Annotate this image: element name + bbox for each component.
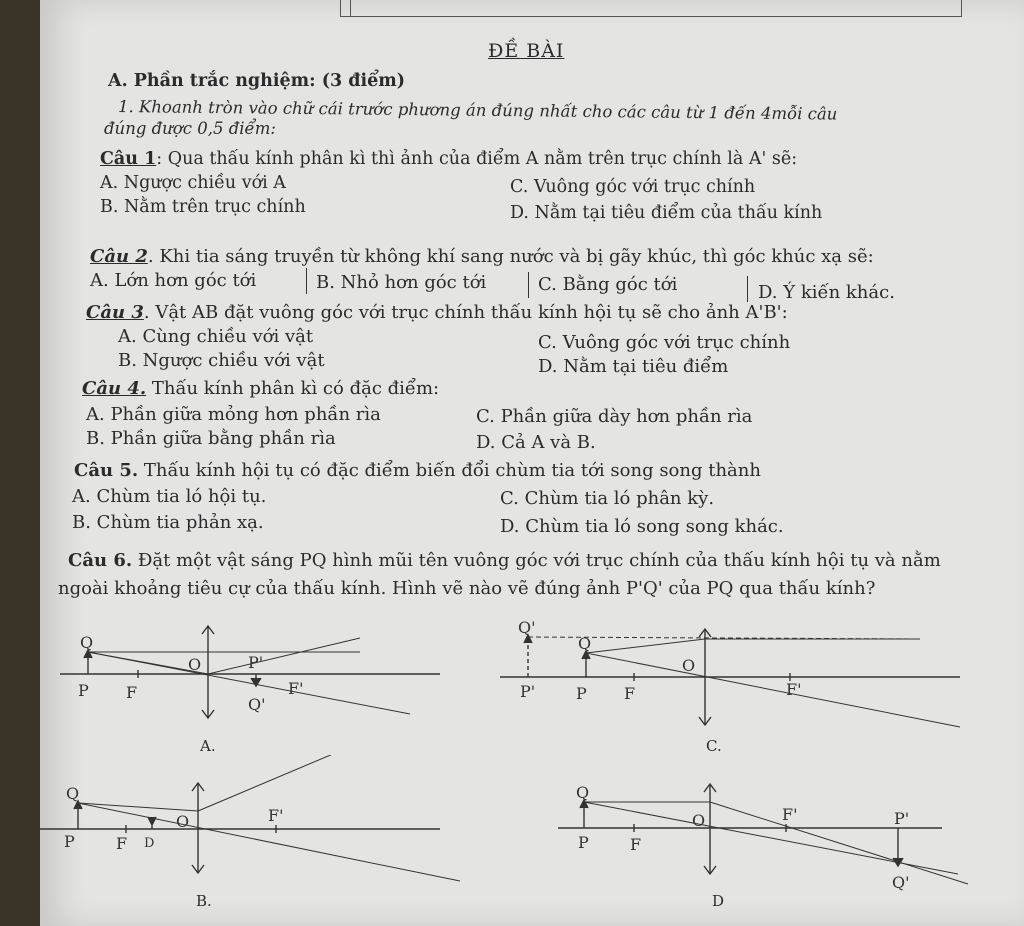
label-f: F bbox=[624, 684, 636, 703]
instruction-line-1: 1. Khoanh tròn vào chữ cái trước phương án đúng nhất cho các câu từ 1 đến 4mỗi câu bbox=[117, 97, 838, 124]
q2-separator bbox=[528, 272, 529, 298]
label-o: O bbox=[188, 655, 202, 674]
question-2 bbox=[90, 246, 874, 268]
header-box bbox=[340, 0, 962, 17]
q3-option-c[interactable]: C. Vuông góc với trục chính bbox=[538, 332, 791, 353]
ray bbox=[586, 653, 960, 727]
q4-option-b[interactable]: B. Phần giữa bằng phần rìa bbox=[86, 428, 336, 449]
q3-option-d[interactable]: D. Nằm tại tiêu điểm bbox=[538, 356, 729, 377]
figure-d-caption: D bbox=[712, 892, 725, 910]
header-divider bbox=[350, 0, 351, 16]
question-5 bbox=[74, 460, 761, 482]
label-o: O bbox=[692, 811, 706, 830]
instruction-line-2: đúng được 0,5 điểm: bbox=[104, 119, 276, 138]
question-5-stem: Thấu kính hội tụ có đặc điểm biến đổi chùm tia tới song song thành bbox=[138, 460, 761, 481]
label-p: P bbox=[64, 832, 75, 851]
question-6-label: Câu 6. bbox=[68, 550, 133, 571]
label-p-prime: P' bbox=[248, 653, 264, 672]
section-a-heading: A. Phần trắc nghiệm: (3 điểm) bbox=[108, 71, 406, 91]
label-q-prime: Q' bbox=[892, 873, 910, 892]
label-q: Q bbox=[578, 634, 592, 653]
label-f: F bbox=[630, 835, 642, 854]
label-f-prime: F' bbox=[288, 679, 304, 698]
ray bbox=[586, 639, 705, 653]
label-p: P bbox=[78, 681, 89, 700]
figure-a[interactable] bbox=[60, 618, 450, 758]
label-p-prime: P' bbox=[520, 682, 536, 701]
q4-option-c[interactable]: C. Phần giữa dày hơn phần rìa bbox=[476, 406, 753, 427]
question-4 bbox=[82, 378, 439, 400]
ray bbox=[198, 755, 340, 811]
figure-b-caption: B. bbox=[196, 892, 212, 910]
q1-option-d[interactable]: D. Nằm tại tiêu điểm của thấu kính bbox=[510, 203, 823, 223]
q5-option-d[interactable]: D. Chùm tia ló song song khác. bbox=[500, 516, 784, 537]
figure-b[interactable] bbox=[40, 755, 470, 895]
label-q-prime: Q' bbox=[518, 618, 536, 637]
question-6-stem-2: ngoài khoảng tiêu cự của thấu kính. Hình vẽ nào vẽ đúng ảnh P'Q' của PQ qua thấu kính? bbox=[58, 578, 876, 599]
label-p: P bbox=[578, 833, 589, 852]
label-f-prime: F' bbox=[786, 680, 802, 699]
label-f-prime: F' bbox=[782, 805, 798, 824]
question-6 bbox=[68, 550, 941, 572]
question-2-label: Câu 2 bbox=[90, 246, 148, 267]
q4-option-a[interactable]: A. Phần giữa mỏng hơn phần rìa bbox=[86, 404, 381, 425]
page-title: ĐỀ BÀI bbox=[488, 40, 565, 62]
label-f-prime: F' bbox=[268, 806, 284, 825]
question-3-stem: . Vật AB đặt vuông góc với trục chính thấu kính hội tụ sẽ cho ảnh A'B': bbox=[143, 302, 788, 323]
q2-separator bbox=[747, 276, 748, 302]
q2-option-b[interactable]: B. Nhỏ hơn góc tới bbox=[316, 272, 487, 293]
figure-c-caption: C. bbox=[706, 737, 722, 755]
q2-option-a[interactable]: A. Lớn hơn góc tới bbox=[90, 270, 257, 291]
q3-option-a[interactable]: A. Cùng chiều với vật bbox=[118, 326, 314, 347]
figure-d[interactable] bbox=[558, 770, 978, 900]
label-q-prime: Q' bbox=[248, 695, 266, 714]
figure-a-caption: A. bbox=[200, 737, 216, 755]
question-1 bbox=[100, 148, 797, 170]
label-o: O bbox=[176, 812, 190, 831]
label-p-prime: P' bbox=[894, 809, 910, 828]
ray bbox=[710, 802, 968, 884]
label-q: Q bbox=[66, 784, 80, 803]
ray bbox=[208, 638, 360, 674]
question-3-label: Câu 3 bbox=[86, 302, 144, 323]
q2-option-d[interactable]: D. Ý kiến khác. bbox=[758, 282, 895, 303]
q1-option-a[interactable]: A. Ngược chiều với A bbox=[100, 173, 286, 193]
q4-option-d[interactable]: D. Cả A và B. bbox=[476, 432, 596, 453]
q5-option-a[interactable]: A. Chùm tia ló hội tụ. bbox=[72, 486, 267, 507]
figure-c[interactable] bbox=[500, 615, 970, 745]
question-2-stem: . Khi tia sáng truyền từ không khí sang nước và bị gãy khúc, thì góc khúc xạ sẽ: bbox=[147, 246, 874, 267]
label-o: O bbox=[682, 656, 696, 675]
question-4-stem: Thấu kính phân kì có đặc điểm: bbox=[146, 378, 440, 399]
label-f: F bbox=[116, 834, 128, 853]
label-q: Q bbox=[576, 783, 590, 802]
q2-option-c[interactable]: C. Bằng góc tới bbox=[538, 274, 678, 295]
question-1-label: Câu 1 bbox=[100, 149, 157, 169]
q1-option-b[interactable]: B. Nằm trên trục chính bbox=[100, 197, 306, 217]
q5-option-c[interactable]: C. Chùm tia ló phân kỳ. bbox=[500, 488, 715, 509]
q3-option-b[interactable]: B. Ngược chiều với vật bbox=[118, 350, 325, 371]
question-5-label: Câu 5. bbox=[74, 460, 139, 481]
question-4-label: Câu 4. bbox=[82, 378, 147, 399]
label-q: Q bbox=[80, 633, 94, 652]
label-f: F bbox=[126, 683, 138, 702]
q1-option-c[interactable]: C. Vuông góc với trục chính bbox=[510, 177, 756, 197]
question-6-stem-1: Đặt một vật sáng PQ hình mũi tên vuông góc với trục chính của thấu kính hội tụ và nằm bbox=[132, 550, 941, 571]
question-3 bbox=[86, 302, 788, 324]
question-1-stem: : Qua thấu kính phân kì thì ảnh của điểm A nằm trên trục chính là A' sẽ: bbox=[156, 149, 798, 169]
q5-option-b[interactable]: B. Chùm tia phản xạ. bbox=[72, 512, 264, 533]
q2-separator bbox=[306, 268, 307, 294]
label-d: D bbox=[144, 836, 155, 851]
label-p: P bbox=[576, 684, 587, 703]
